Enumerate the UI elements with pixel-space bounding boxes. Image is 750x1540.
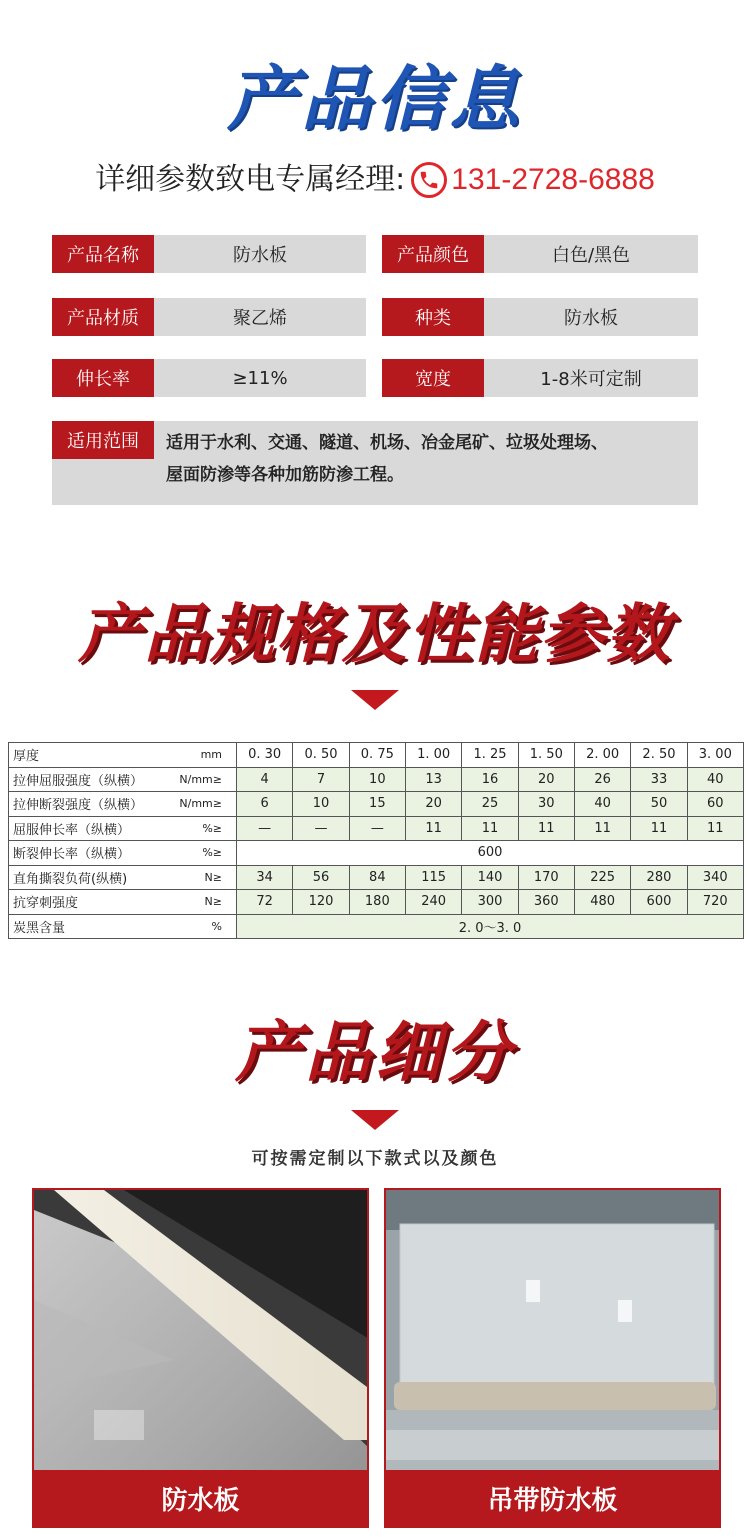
param-unit: mm (167, 743, 237, 768)
info-label: 产品颜色 (382, 235, 484, 273)
table-row (9, 890, 744, 915)
param-name: 直角撕裂负荷(纵横) (9, 865, 167, 890)
param-value: — (349, 816, 405, 841)
param-value: 2. 50 (631, 743, 687, 768)
param-unit: N/mm≥ (167, 792, 237, 817)
photo-caption: 防水板 (34, 1470, 367, 1526)
spec-title: 产品规格及性能参数 (78, 598, 672, 672)
param-value: 300 (462, 890, 518, 915)
param-value: 6 (237, 792, 293, 817)
param-value: 140 (462, 865, 518, 890)
info-value: 白色/黑色 (484, 235, 698, 273)
param-value: 56 (293, 865, 349, 890)
param-name: 抗穿刺强度 (9, 890, 167, 915)
param-value: 15 (349, 792, 405, 817)
photo-caption: 吊带防水板 (386, 1470, 719, 1526)
param-unit: N≥ (167, 865, 237, 890)
info-label: 产品材质 (52, 298, 154, 336)
param-unit: N≥ (167, 890, 237, 915)
param-value: 60 (687, 792, 743, 817)
contact-prefix: 详细参数致电专属经理: (95, 162, 406, 197)
param-name: 拉伸屈服强度（纵横） (9, 767, 167, 792)
param-value: — (237, 816, 293, 841)
scope-text (166, 427, 686, 491)
param-unit: % (167, 914, 237, 939)
param-value: 480 (574, 890, 630, 915)
param-value: 26 (574, 767, 630, 792)
param-value: 20 (518, 767, 574, 792)
info-row-1 (52, 235, 698, 273)
scope-line-2: 屋面防渗等各种加筋防渗工程。 (166, 465, 404, 485)
info-value: 防水板 (484, 298, 698, 336)
param-value: 115 (405, 865, 461, 890)
param-value: 11 (574, 816, 630, 841)
param-value: 720 (687, 890, 743, 915)
table-row (9, 792, 744, 817)
contact-line (0, 158, 750, 202)
param-value: 84 (349, 865, 405, 890)
param-value: 1. 50 (518, 743, 574, 768)
phone-number[interactable]: 131-2728-6888 (451, 163, 655, 196)
param-value: 3. 00 (687, 743, 743, 768)
param-value: 340 (687, 865, 743, 890)
info-value: 防水板 (154, 235, 366, 273)
param-value: 4 (237, 767, 293, 792)
param-value: 11 (462, 816, 518, 841)
param-value: 11 (405, 816, 461, 841)
param-value: 0. 30 (237, 743, 293, 768)
info-value: 聚乙烯 (154, 298, 366, 336)
param-value: 180 (349, 890, 405, 915)
param-value: 13 (405, 767, 461, 792)
chevron-down-icon (351, 690, 399, 710)
scope-label: 适用范围 (52, 421, 154, 459)
param-value: 2. 0～3. 0 (237, 914, 744, 939)
param-value: 20 (405, 792, 461, 817)
subdivision-caption: 可按需定制以下款式以及颜色 (251, 1149, 499, 1169)
param-value: 2. 00 (574, 743, 630, 768)
table-row (9, 767, 744, 792)
table-row (9, 743, 744, 768)
param-value: 120 (293, 890, 349, 915)
param-value: 25 (462, 792, 518, 817)
param-value: 225 (574, 865, 630, 890)
param-value: 10 (349, 767, 405, 792)
table-row (9, 816, 744, 841)
info-value: 1-8米可定制 (484, 359, 698, 397)
param-unit: %≥ (167, 816, 237, 841)
param-value: 16 (462, 767, 518, 792)
product-photo-strap-waterproof-board[interactable] (384, 1188, 721, 1528)
param-value: 360 (518, 890, 574, 915)
param-value: 0. 50 (293, 743, 349, 768)
param-unit: N/mm≥ (167, 767, 237, 792)
info-row-3 (52, 359, 698, 397)
param-value: 1. 00 (405, 743, 461, 768)
param-name: 断裂伸长率（纵横） (9, 841, 167, 866)
info-label: 种类 (382, 298, 484, 336)
param-value: 11 (687, 816, 743, 841)
phone-icon (411, 162, 447, 198)
info-label: 伸长率 (52, 359, 154, 397)
param-value: 11 (518, 816, 574, 841)
param-value: 600 (631, 890, 687, 915)
param-value: 600 (237, 841, 744, 866)
param-value: 11 (631, 816, 687, 841)
product-photo-waterproof-board[interactable] (32, 1188, 369, 1528)
param-name: 厚度 (9, 743, 167, 768)
table-row (9, 914, 744, 939)
info-label: 宽度 (382, 359, 484, 397)
spec-table (8, 742, 744, 939)
param-value: 10 (293, 792, 349, 817)
param-value: 50 (631, 792, 687, 817)
param-value: 7 (293, 767, 349, 792)
table-row (9, 865, 744, 890)
param-unit: %≥ (167, 841, 237, 866)
param-value: 34 (237, 865, 293, 890)
subdivision-title: 产品细分 (235, 1014, 515, 1091)
param-value: 280 (631, 865, 687, 890)
param-value: 240 (405, 890, 461, 915)
chevron-down-icon (351, 1110, 399, 1130)
param-name: 拉伸断裂强度（纵横） (9, 792, 167, 817)
scope-line-1: 适用于水利、交通、隧道、机场、冶金尾矿、垃圾处理场、 (166, 433, 608, 453)
param-value: 30 (518, 792, 574, 817)
info-row-2 (52, 298, 698, 336)
scope-row (52, 421, 698, 505)
param-name: 屈服伸长率（纵横） (9, 816, 167, 841)
param-value: — (293, 816, 349, 841)
param-value: 170 (518, 865, 574, 890)
param-value: 33 (631, 767, 687, 792)
param-value: 72 (237, 890, 293, 915)
param-value: 0. 75 (349, 743, 405, 768)
info-value: ≥11% (154, 359, 366, 397)
table-row (9, 841, 744, 866)
param-name: 炭黑含量 (9, 914, 167, 939)
info-label: 产品名称 (52, 235, 154, 273)
info-title: 产品信息 (227, 58, 523, 140)
param-value: 40 (687, 767, 743, 792)
param-value: 40 (574, 792, 630, 817)
param-value: 1. 25 (462, 743, 518, 768)
